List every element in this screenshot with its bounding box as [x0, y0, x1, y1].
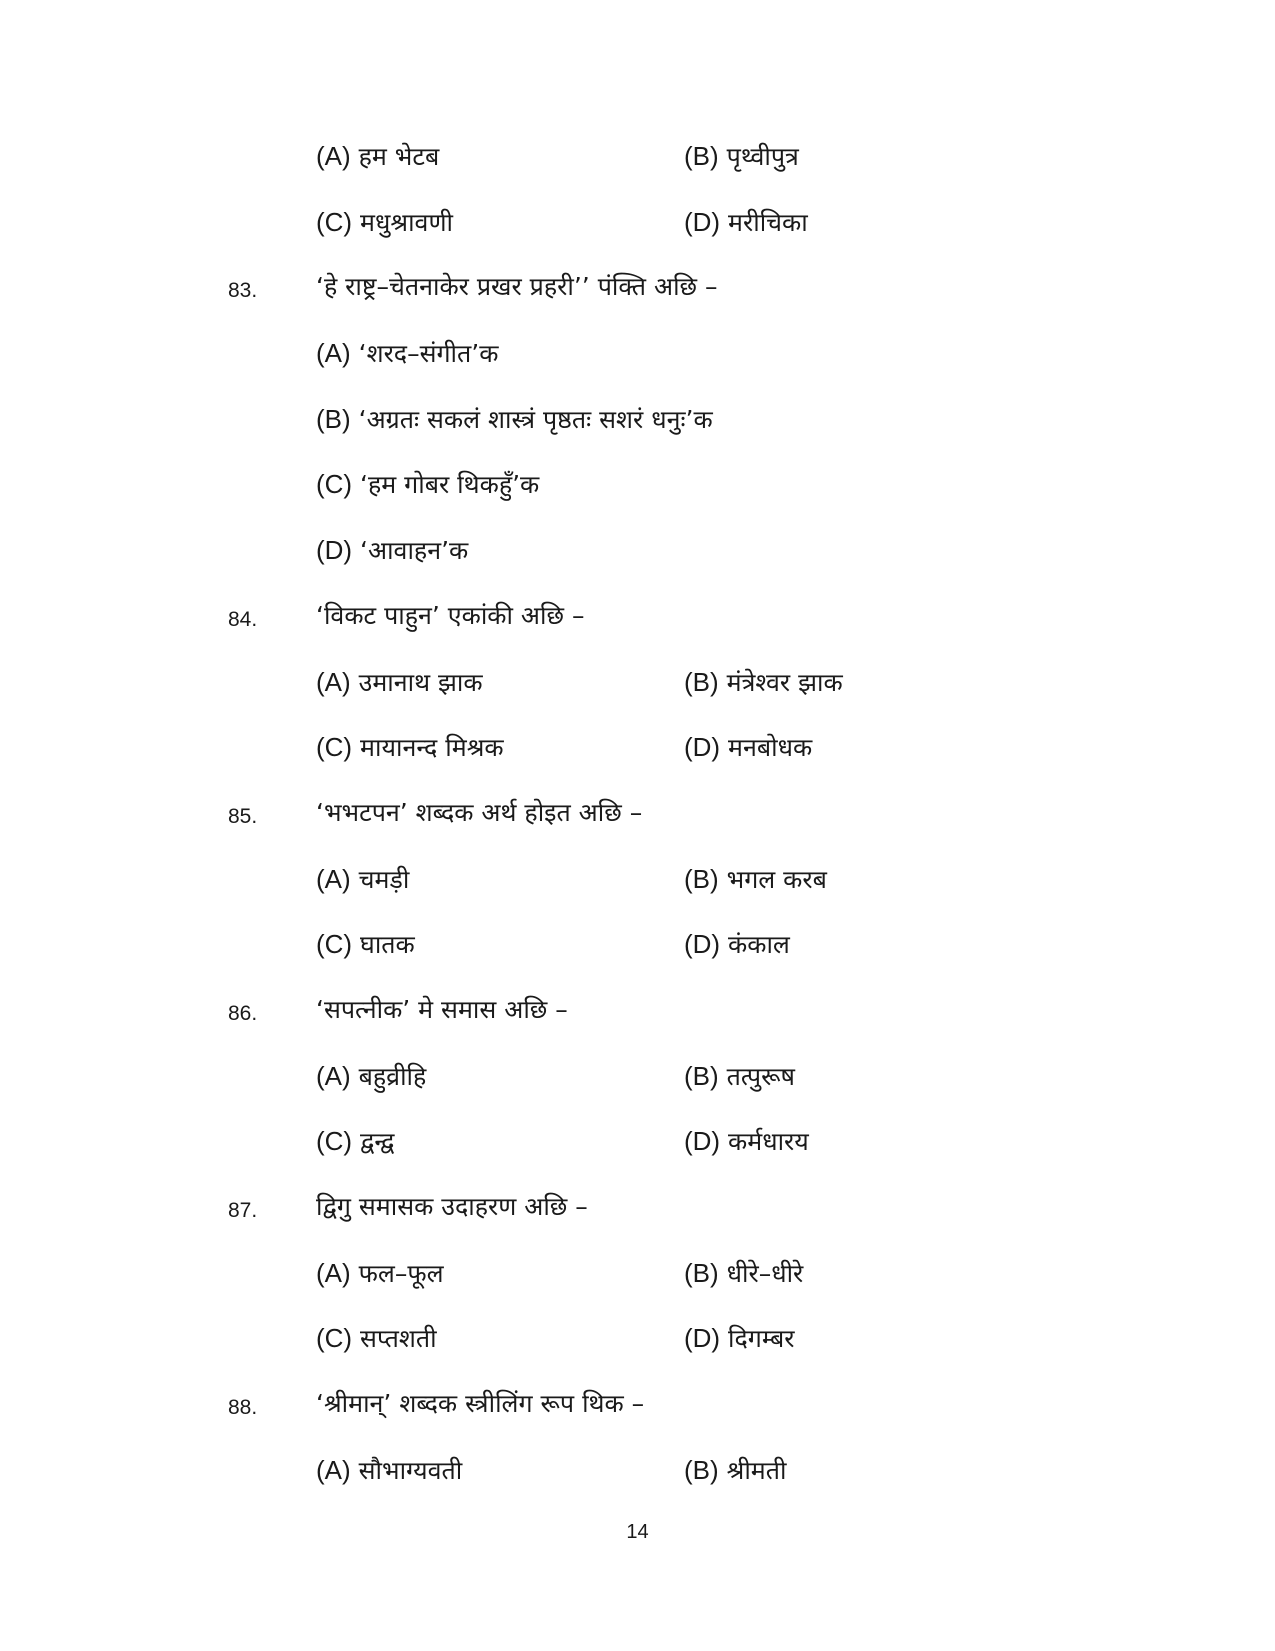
question-text: द्विगु समासक उदाहरण अछि –: [316, 1192, 588, 1221]
option-b: (B) श्रीमती: [684, 1455, 787, 1485]
option-b: (B) मंत्रेश्वर झाक: [684, 667, 843, 697]
option-b: (B) तत्पुरूष: [684, 1061, 795, 1091]
option-a: (A) ‘शरद–संगीत’क: [316, 338, 499, 368]
option-b: (B) पृथ्वीपुत्र: [684, 141, 799, 171]
option-d: (D) कर्मधारय: [684, 1126, 809, 1156]
option-d: (D) दिगम्बर: [684, 1323, 795, 1353]
option-a: (A) फल–फूल: [316, 1258, 444, 1288]
option-c: (C) सप्तशती: [316, 1323, 437, 1353]
option-d: (D) कंकाल: [684, 929, 790, 959]
question-number: 86.: [228, 1002, 258, 1025]
option-a: (A) चमड़ी: [316, 864, 410, 894]
question-number: 83.: [228, 279, 258, 302]
option-a: (A) बहुव्रीहि: [316, 1061, 427, 1091]
question-text: ‘सपत्नीक’ मे समास अछि –: [316, 995, 568, 1024]
question-text: ‘हे राष्ट्र–चेतनाकेर प्रखर प्रहरी’’ पंक्ति अछि –: [316, 272, 718, 301]
option-a: (A) सौभाग्यवती: [316, 1455, 463, 1485]
option-d: (D) मरीचिका: [684, 207, 808, 237]
question-number: 84.: [228, 608, 258, 631]
question-number: 87.: [228, 1199, 258, 1222]
option-b: (B) भगल करब: [684, 864, 827, 894]
option-c: (C) ‘हम गोबर थिकहुँ’क: [316, 469, 540, 499]
option-b: (B) धीरे–धीरे: [684, 1258, 804, 1288]
page-number: 14: [626, 1521, 649, 1543]
question-number: 85.: [228, 805, 258, 828]
option-d: (D) ‘आवाहन’क: [316, 535, 469, 565]
option-b: (B) ‘अग्रतः सकलं शास्त्रं पृष्ठतः सशरं धनुः’क: [316, 404, 713, 434]
option-d: (D) मनबोधक: [684, 732, 813, 762]
question-number: 88.: [228, 1396, 258, 1419]
option-a: (A) हम भेटब: [316, 141, 440, 171]
question-text: ‘भभटपन’ शब्दक अर्थ होइत अछि –: [316, 798, 643, 827]
option-c: (C) द्वन्द्व: [316, 1126, 395, 1156]
question-text: ‘श्रीमान्’ शब्दक स्त्रीलिंग रूप थिक –: [316, 1389, 645, 1418]
option-c: (C) घातक: [316, 929, 415, 959]
question-text: ‘विकट पाहुन’ एकांकी अछि –: [316, 601, 585, 630]
option-a: (A) उमानाथ झाक: [316, 667, 483, 697]
option-c: (C) मधुश्रावणी: [316, 207, 453, 237]
option-c: (C) मायानन्द मिश्रक: [316, 732, 504, 762]
